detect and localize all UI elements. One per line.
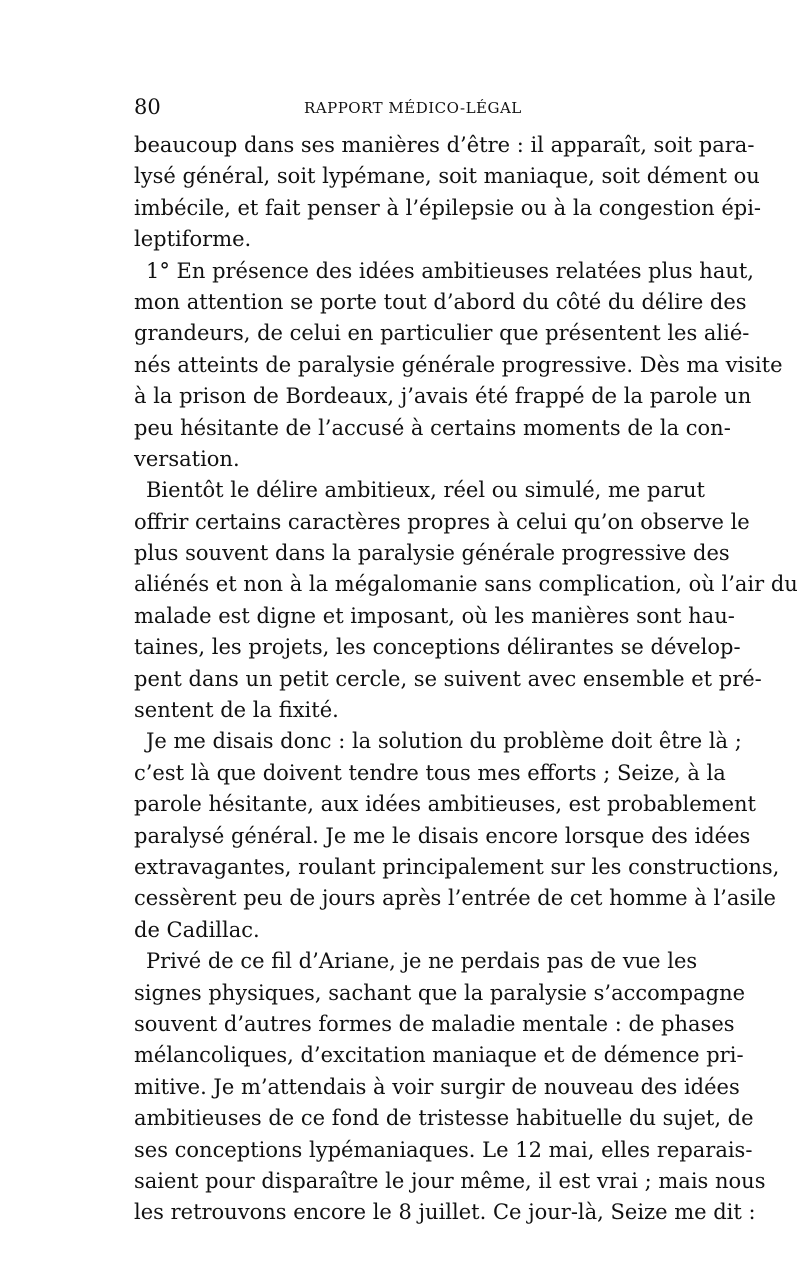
text-line: peu hésitante de l’accusé à certains moments de la con- — [134, 415, 731, 440]
text-line: pent dans un petit cercle, se suivent avec ensemble et pré- — [134, 666, 762, 691]
text-line: grandeurs, de celui en particulier que présentent les alié- — [134, 321, 750, 346]
text-line: lysé général, soit lypémane, soit maniaque, soit dément ou — [134, 164, 760, 189]
text-line: Privé de ce fil d’Ariane, je ne perdais pas de vue les — [146, 949, 698, 974]
text-line: sentent de la fixité. — [134, 698, 339, 723]
text-line: versation. — [134, 446, 240, 471]
page-header — [134, 93, 679, 121]
text-line: de Cadillac. — [134, 917, 260, 942]
text-line: aliénés et non à la mégalomanie sans complication, où l’air du — [134, 572, 798, 597]
text-line: offrir certains caractères propres à celui qu’on observe le — [134, 509, 750, 534]
text-line: paralysé général. Je me le disais encore lorsque des idées — [134, 823, 751, 848]
text-line: cessèrent peu de jours après l’entrée de cet homme à l’asile — [134, 886, 776, 911]
text-line: nés atteints de paralysie générale progressive. Dès ma visite — [134, 352, 783, 377]
body-text — [134, 130, 798, 1229]
text-line: plus souvent dans la paralysie générale progressive des — [134, 541, 730, 566]
text-line: mitive. Je m’attendais à voir surgir de nouveau des idées — [134, 1074, 740, 1099]
text-line: signes physiques, sachant que la paralysie s’accompagne — [134, 980, 746, 1005]
text-line: souvent d’autres formes de maladie mentale : de phases — [134, 1011, 735, 1036]
text-line: c’est là que doivent tendre tous mes efforts ; Seize, à la — [134, 760, 726, 785]
text-line: taines, les projets, les conceptions délirantes se dévelop- — [134, 635, 741, 660]
text-line: imbécile, et fait penser à l’épilepsie ou à la congestion épi- — [134, 195, 762, 220]
text-line: leptiforme. — [134, 227, 252, 252]
text-line: parole hésitante, aux idées ambitieuses, est probablement — [134, 792, 756, 817]
text-line: Bientôt le délire ambitieux, réel ou simulé, me parut — [146, 478, 705, 503]
text-line: à la prison de Bordeaux, j’avais été frappé de la parole un — [134, 384, 752, 409]
running-head: RAPPORT MÉDICO-LÉGAL — [304, 99, 522, 117]
text-line: 1° En présence des idées ambitieuses relatées plus haut, — [146, 258, 754, 283]
text-line: les retrouvons encore le 8 juillet. Ce jour-là, Seize me dit : — [134, 1200, 756, 1225]
text-line: mon attention se porte tout d’abord du côté du délire des — [134, 289, 747, 314]
text-line: malade est digne et imposant, où les manières sont hau- — [134, 603, 735, 628]
text-line: beaucoup dans ses manières d’être : il apparaît, soit para- — [134, 133, 755, 157]
text-line: mélancoliques, d’excitation maniaque et de démence pri- — [134, 1043, 744, 1068]
text-line: saient pour disparaître le jour même, il est vrai ; mais nous — [134, 1168, 766, 1193]
text-line: ambitieuses de ce fond de tristesse habituelle du sujet, de — [134, 1106, 754, 1131]
text-line: extravagantes, roulant principalement sur les constructions, — [134, 854, 780, 879]
text-line: ses conceptions lypémaniaques. Le 12 mai, elles reparais- — [134, 1137, 753, 1162]
page-number: 80 — [134, 95, 161, 119]
text-line: Je me disais donc : la solution du problème doit être là ; — [146, 729, 742, 754]
